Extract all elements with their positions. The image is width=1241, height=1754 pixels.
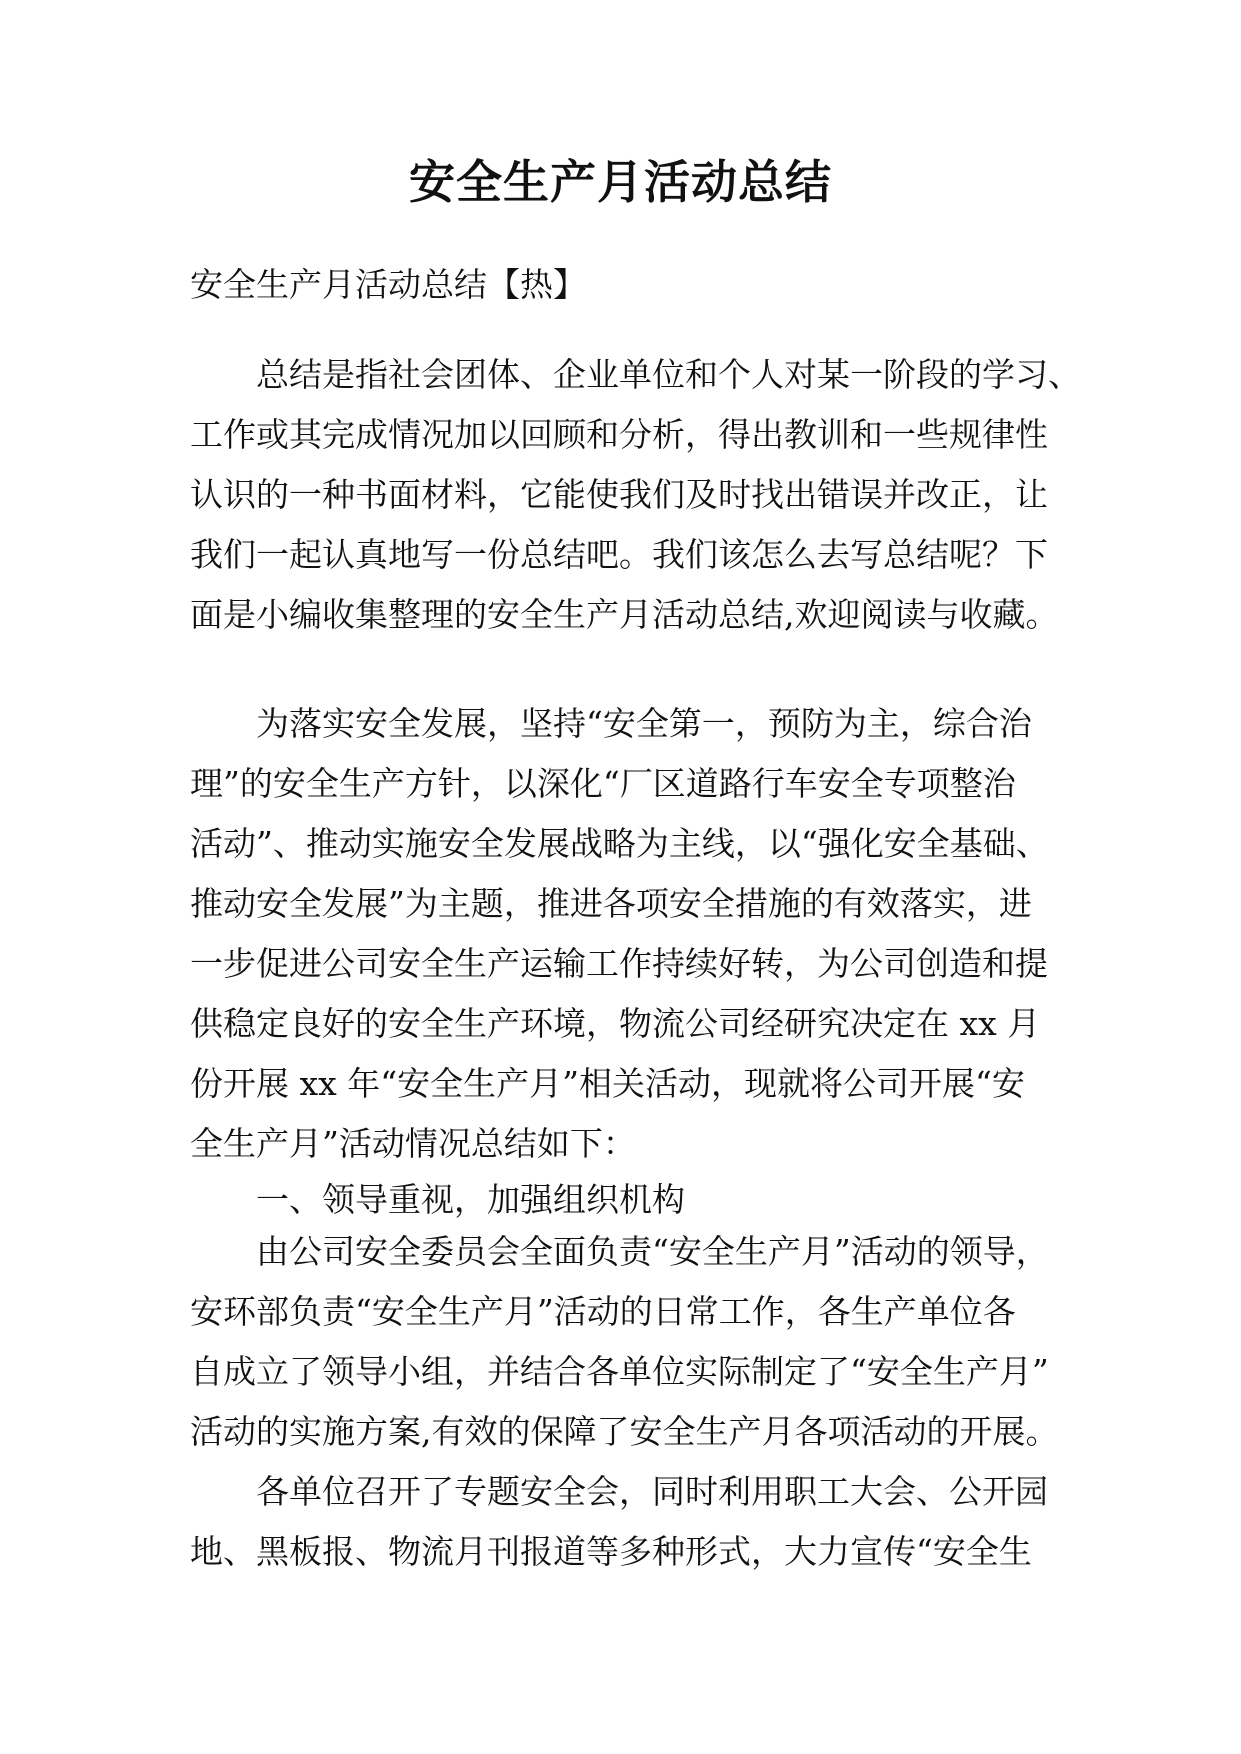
paragraph-line: 理”的安全生产方针，以深化“厂区道路行车安全专项整治 [190,764,1016,803]
paragraph-background [190,694,1050,1174]
paragraph-line: 推动安全发展”为主题，推进各项安全措施的有效落实，进 [190,884,1032,923]
section-heading [190,1170,1050,1230]
paragraph-line: 由公司安全委员会全面负责“安全生产月”活动的领导， [256,1232,1049,1271]
paragraph-intro [190,345,1081,645]
paragraph-line: 活动”、推动实施安全发展战略为主线，以“强化安全基础、 [190,824,1049,863]
document-title: 安全生产月活动总结 [409,155,832,209]
paragraph-line: 自成立了领导小组，并结合各单位实际制定了“安全生产月” [190,1352,1049,1391]
paragraph-line: 面是小编收集整理的安全生产月活动总结,欢迎阅读与收藏。 [190,595,1059,634]
paragraph-line: 供稳定良好的安全生产环境，物流公司经研究决定在 xx 月 [190,1004,1041,1043]
paragraph-line: 总结是指社会团体、企业单位和个人对某一阶段的学习、 [256,355,1081,394]
paragraph-line: 我们一起认真地写一份总结吧。我们该怎么去写总结呢？下 [190,535,1048,574]
paragraph-line: 一步促进公司安全生产运输工作持续好转，为公司创造和提 [190,944,1048,983]
paragraph-organization [190,1222,1059,1462]
section-heading-line: 一、领导重视，加强组织机构 [256,1180,685,1219]
document-subtitle: 安全生产月活动总结【热】 [190,265,586,304]
paragraph-line: 为落实安全发展，坚持“安全第一，预防为主，综合治 [256,704,1032,743]
paragraph-line: 认识的一种书面材料，它能使我们及时找出错误并改正，让 [190,475,1048,514]
paragraph-meetings [190,1462,1050,1582]
paragraph-line: 活动的实施方案,有效的保障了安全生产月各项活动的开展。 [190,1412,1059,1451]
paragraph-line: 份开展 xx 年“安全生产月”相关活动，现就将公司开展“安 [190,1064,1025,1103]
paragraph-line: 安环部负责“安全生产月”活动的日常工作，各生产单位各 [190,1292,1016,1331]
paragraph-line: 地、黑板报、物流月刊报道等多种形式，大力宣传“安全生 [190,1532,1032,1571]
paragraph-line: 工作或其完成情况加以回顾和分析，得出教训和一些规律性 [190,415,1048,454]
paragraph-line: 各单位召开了专题安全会，同时利用职工大会、公开园 [256,1472,1048,1511]
paragraph-line: 全生产月”活动情况总结如下： [190,1124,636,1163]
